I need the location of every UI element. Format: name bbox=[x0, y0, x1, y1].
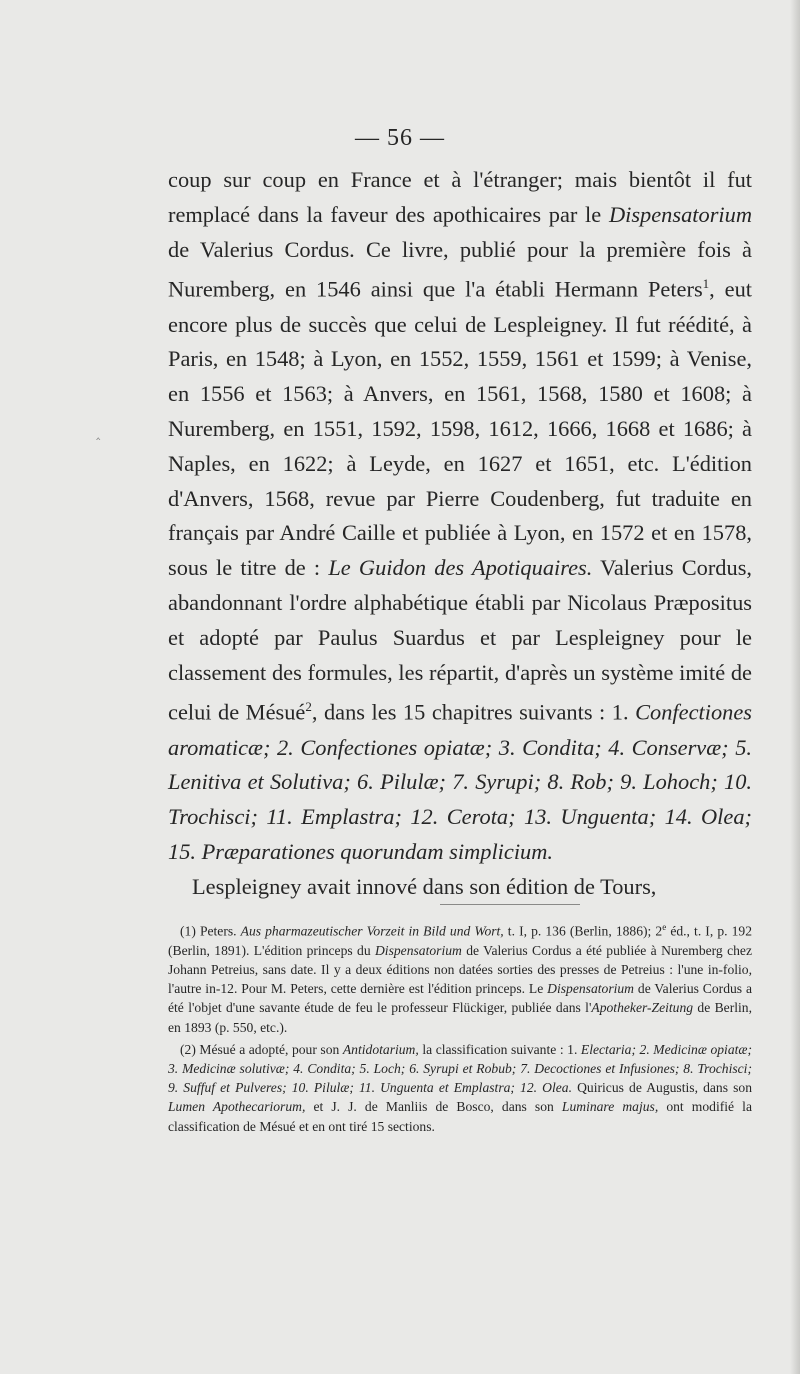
footnote-2 bbox=[168, 1040, 752, 1136]
chapter-list: Confectiones aromaticæ; 2. Confectiones opiatæ; 3. Condita; 4. Conservæ; 5. Lenitiva et Solutiva; 6. Pilulæ; 7. Syrupi; 8. Rob; 9. Lohoch; 10. Trochisci; 11. Emplastra; 12. Cerota; 13. Unguenta; 14. Olea; 15. Præparationes quorundam simplicium. bbox=[168, 699, 752, 865]
superscript: e bbox=[662, 922, 667, 932]
italic-title: Luminare majus, bbox=[561, 1099, 659, 1115]
footnote-1 bbox=[168, 918, 752, 1037]
text-run: (1) Peters. bbox=[180, 923, 241, 939]
margin-mark: ‸ bbox=[96, 425, 101, 440]
footnote-ref-1: 1 bbox=[702, 276, 710, 292]
text-run: la classification suivante : 1. bbox=[418, 1041, 581, 1057]
italic-title: Antidotarium, bbox=[342, 1041, 419, 1057]
text-run: de Valerius Cordus a été publiée à Nuremberg chez Johann Petreius, sans date. Il y a deux éditions non datées sorties des presses de Petreius : l'une in-folio, l'autre in-12. Pour M. Peters, cette dernière est l'édition princeps. Le bbox=[168, 942, 752, 997]
paragraph-1 bbox=[168, 163, 752, 870]
text-run: de Valerius Cordus a été l'objet d'une savante étude de feu le professeur Flückiger, publiée dans l' bbox=[168, 981, 753, 1016]
text-run: Valerius Cordus, abandonnant l'ordre alphabétique établi par Nicolaus Præpositus et adopté par Paulus Suardus et par Lespleigney pour le classement des formules, les répartit, d'après un système imité de celui de Mésué bbox=[168, 555, 753, 725]
text-run: , eut encore plus de succès que celui de Lespleigney. Il fut réédité, à Paris, en 1548; à Lyon, en 1552, 1559, 1561 et 1599; à Venise, en 1556 et 1563; à Anvers, en 1561, 1568, 1580 et 1608; à Nuremberg, en 1551, 1592, 1598, 1612, 1666, 1668 et 1686; à Naples, en 1622; à Leyde, en 1627 et 1651, etc. L'édition d'Anvers, 1568, revue par Pierre Coudenberg, fut traduite en français par André Caille et publiée à Lyon, en 1572 et en 1578, sous le titre de : bbox=[168, 276, 753, 581]
italic-title: Dispensatorium bbox=[547, 981, 634, 997]
italic-title: Apotheker-Zeitung bbox=[591, 1000, 694, 1016]
text-run: et J. J. de Manliis de Bosco, dans son bbox=[305, 1099, 562, 1115]
classification-list: Electaria; 2. Medicinæ opiatæ; 3. Medicinæ solutivæ; 4. Condita; 5. Loch; 6. Syrupi et Robub; 7. Decoctiones et Infusiones; 8. Trochisci; 9. Suffuf et Pulveres; 10. Pilulæ; 11. Unguenta et Emplastra; 12. Olea. bbox=[168, 1041, 752, 1096]
text-run: Quiricus de Augustis, dans son bbox=[571, 1080, 752, 1096]
footnote-ref-2: 2 bbox=[305, 699, 312, 715]
page-number: — 56 — bbox=[355, 125, 445, 151]
paragraph-2: Lespleigney avait innové dans son édition de Tours, bbox=[192, 873, 657, 899]
footnotes bbox=[168, 918, 752, 1136]
footnote-rule bbox=[440, 904, 580, 905]
italic-title: Le Guidon des Apotiquaires. bbox=[328, 555, 593, 581]
page-edge-shadow bbox=[790, 0, 800, 1374]
main-text bbox=[168, 163, 752, 905]
text-run: (2) Mésué a adopté, pour son bbox=[180, 1041, 343, 1057]
text-run: de Berlin, en 1893 (p. 550, etc.). bbox=[168, 1000, 752, 1035]
italic-title: Aus pharmazeutischer Vorzeit in Bild und Wort, bbox=[240, 923, 504, 939]
text-run: de Valerius Cordus. Ce livre, publié pour la première fois à Nuremberg, en 1546 ainsi que l'a établi Hermann Peters bbox=[168, 236, 752, 302]
text-run: coup sur coup en France et à l'étranger; mais bientôt il fut remplacé dans la faveur des apothicaires par le bbox=[168, 167, 752, 227]
text-run: , dans les 15 chapitres suivants : 1. bbox=[311, 699, 636, 725]
text-run: ont modifié la classification de Mésué et en ont tiré 15 sections. bbox=[168, 1099, 752, 1134]
text-run: t. I, p. 136 (Berlin, 1886); 2 bbox=[503, 923, 663, 939]
text-run: éd., t. I, p. 192 (Berlin, 1891). L'édition princeps du bbox=[168, 923, 752, 958]
italic-title: Lumen Apothecariorum, bbox=[168, 1099, 306, 1115]
italic-title: Dispensatorium bbox=[608, 201, 752, 227]
italic-title: Dispensatorium bbox=[374, 942, 462, 958]
